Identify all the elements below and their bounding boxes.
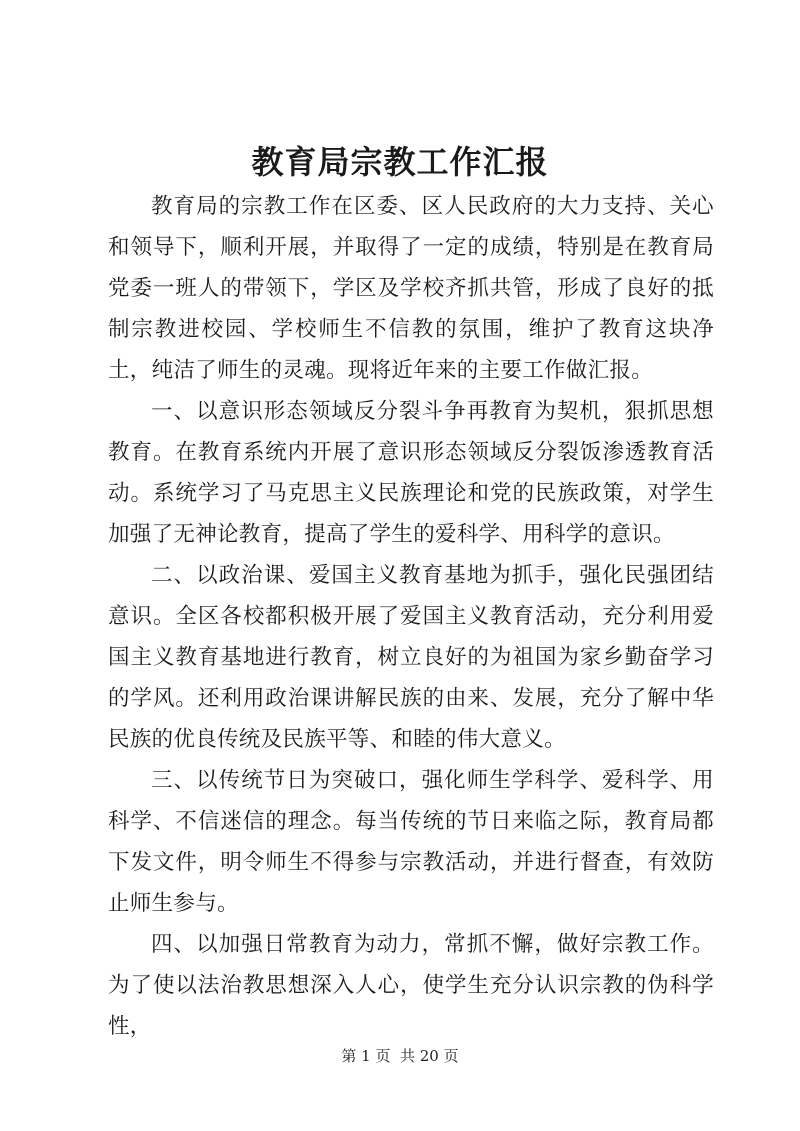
paragraph-intro: 教育局的宗教工作在区委、区人民政府的大力支持、关心和领导下，顺利开展，并取得了一定的成绩，特别是在教育局党委一班人的带领下，学区及学校齐抓共管，形成了良好的抵制宗教进校园、学校师生不信教的氛围，维护了教育这块净土，纯洁了师生的灵魂。现将近年来的主要工作做汇报。 <box>108 194 714 383</box>
document-body <box>108 186 714 1047</box>
page-number-label: 第 1 页 共 20 页 <box>341 1047 459 1065</box>
paragraph-section-3: 三、以传统节日为突破口，强化师生学科学、爱科学、用科学、不信迷信的理念。每当传统的节日来临之际，教育局都下发文件，明令师生不得参与宗教活动，并进行督查，有效防止师生参与。 <box>108 768 714 916</box>
paragraph-section-1: 一、以意识形态领域反分裂斗争再教育为契机，狠抓思想教育。在教育系统内开展了意识形态领域反分裂饭渗透教育活动。系统学习了马克思主义民族理论和党的民族政策，对学生加强了无神论教育，提高了学生的爱科学、用科学的意识。 <box>108 399 714 547</box>
page-footer <box>0 1046 800 1066</box>
paragraph-section-4: 四、以加强日常教育为动力，常抓不懈，做好宗教工作。为了使以法治教思想深入人心，使学生充分认识宗教的伪科学性， <box>108 932 714 1039</box>
document-title: 教育局宗教工作汇报 <box>251 143 549 181</box>
paragraph-section-2: 二、以政治课、爱国主义教育基地为抓手，强化民强团结意识。全区各校都积极开展了爱国主义教育活动，充分利用爱国主义教育基地进行教育，树立良好的为祖国为家乡勤奋学习的学风。还利用政治课讲解民族的由来、发展，充分了解中华民族的优良传统及民族平等、和睦的伟大意义。 <box>108 563 714 752</box>
